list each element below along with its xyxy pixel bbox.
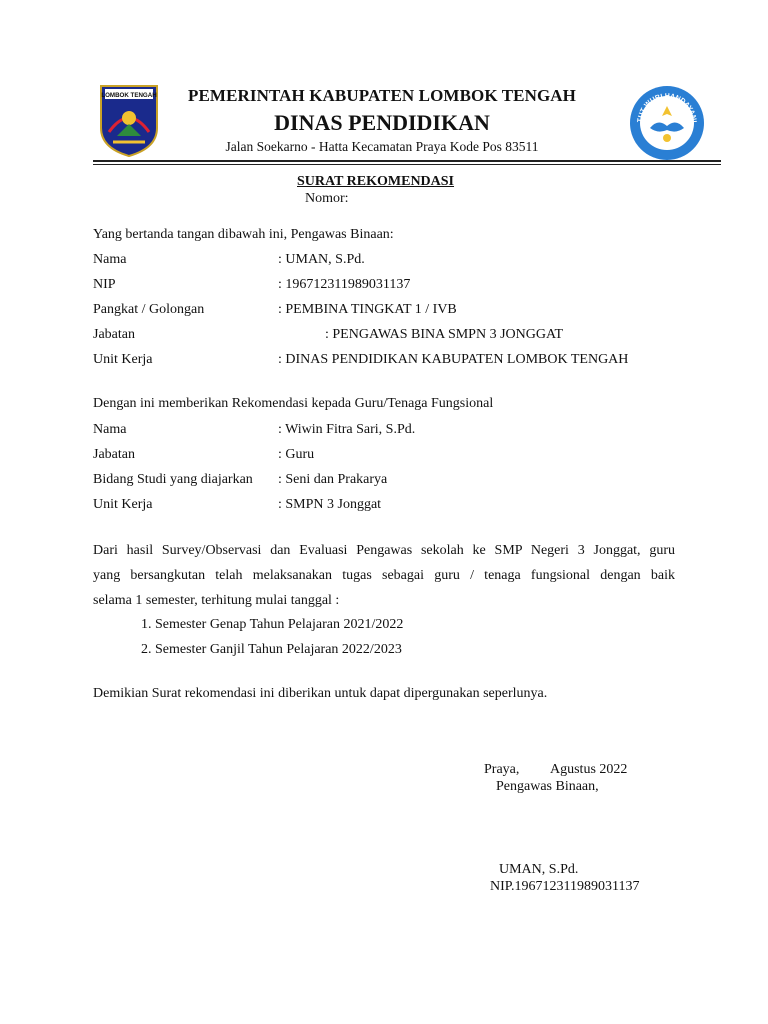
intro-teacher: Dengan ini memberikan Rekomendasi kepada Guru/Tenaga Fungsional — [93, 396, 494, 411]
teacher-name-label: Nama — [93, 422, 127, 437]
teacher-name-value: : Wiwin Fitra Sari, S.Pd. — [278, 422, 416, 437]
signer-name-value: : UMAN, S.Pd. — [278, 252, 365, 267]
agency-name: DINAS PENDIDIKAN — [274, 110, 490, 135]
signer-nip-label: NIP — [93, 277, 116, 292]
semester-item-1: 1. Semester Genap Tahun Pelajaran 2021/2022 — [141, 617, 404, 632]
body-line: selama 1 semester, terhitung mulai tanggal : — [93, 593, 340, 608]
teacher-subject-label: Bidang Studi yang diajarkan — [93, 472, 253, 487]
teacher-unit-value: : SMPN 3 Jonggat — [278, 497, 382, 512]
signature-date: Agustus 2022 — [550, 762, 628, 777]
signer-rank-label: Pangkat / Golongan — [93, 302, 205, 317]
left-logo-text: LOMBOK TENGAH — [101, 92, 157, 99]
signer-nip: NIP.196712311989031137 — [490, 879, 640, 894]
signer-position-value: : PENGAWAS BINA SMPN 3 JONGGAT — [325, 327, 564, 342]
signer-unit-value: : DINAS PENDIDIKAN KABUPATEN LOMBOK TENGAH — [278, 352, 629, 367]
letterhead-rule-thin — [93, 164, 721, 165]
signer-rank-value: : PEMBINA TINGKAT 1 / IVB — [278, 302, 457, 317]
letterhead-rule-thick — [93, 160, 721, 162]
government-name: PEMERINTAH KABUPATEN LOMBOK TENGAH — [188, 86, 576, 105]
teacher-position-value: : Guru — [278, 447, 315, 462]
body-line: Dari hasil Survey/Observasi dan Evaluasi Pengawas sekolah ke SMP Negeri 3 Jonggat, guru — [93, 543, 675, 558]
signer-name-label: Nama — [93, 252, 127, 267]
body-line: yang bersangkutan telah melaksanakan tugas sebagai guru / tenaga fungsional dengan baik — [93, 568, 675, 583]
teacher-subject-value: : Seni dan Prakarya — [278, 472, 388, 487]
signer-unit-label: Unit Kerja — [93, 352, 153, 367]
teacher-unit-label: Unit Kerja — [93, 497, 153, 512]
right-logo-text: TUT WURI HANDAYANI — [636, 92, 698, 123]
letter-title: SURAT REKOMENDASI — [297, 174, 455, 189]
semester-item-2: 2. Semester Ganjil Tahun Pelajaran 2022/2023 — [141, 642, 402, 657]
signer-nip-value: : 196712311989031137 — [278, 277, 411, 292]
intro-signer: Yang bertanda tangan dibawah ini, Pengawas Binaan: — [93, 227, 394, 242]
letter-number: Nomor: — [305, 191, 349, 206]
agency-address: Jalan Soekarno - Hatta Kecamatan Praya Kode Pos 83511 — [225, 139, 539, 154]
closing-statement: Demikian Surat rekomendasi ini diberikan untuk dapat dipergunakan seperlunya. — [93, 686, 548, 701]
signature-place: Praya, — [484, 762, 520, 777]
signature-role: Pengawas Binaan, — [496, 779, 599, 794]
teacher-position-label: Jabatan — [93, 447, 135, 462]
signer-name: UMAN, S.Pd. — [499, 862, 579, 877]
body-paragraph — [93, 538, 675, 613]
signer-position-label: Jabatan — [93, 327, 135, 342]
